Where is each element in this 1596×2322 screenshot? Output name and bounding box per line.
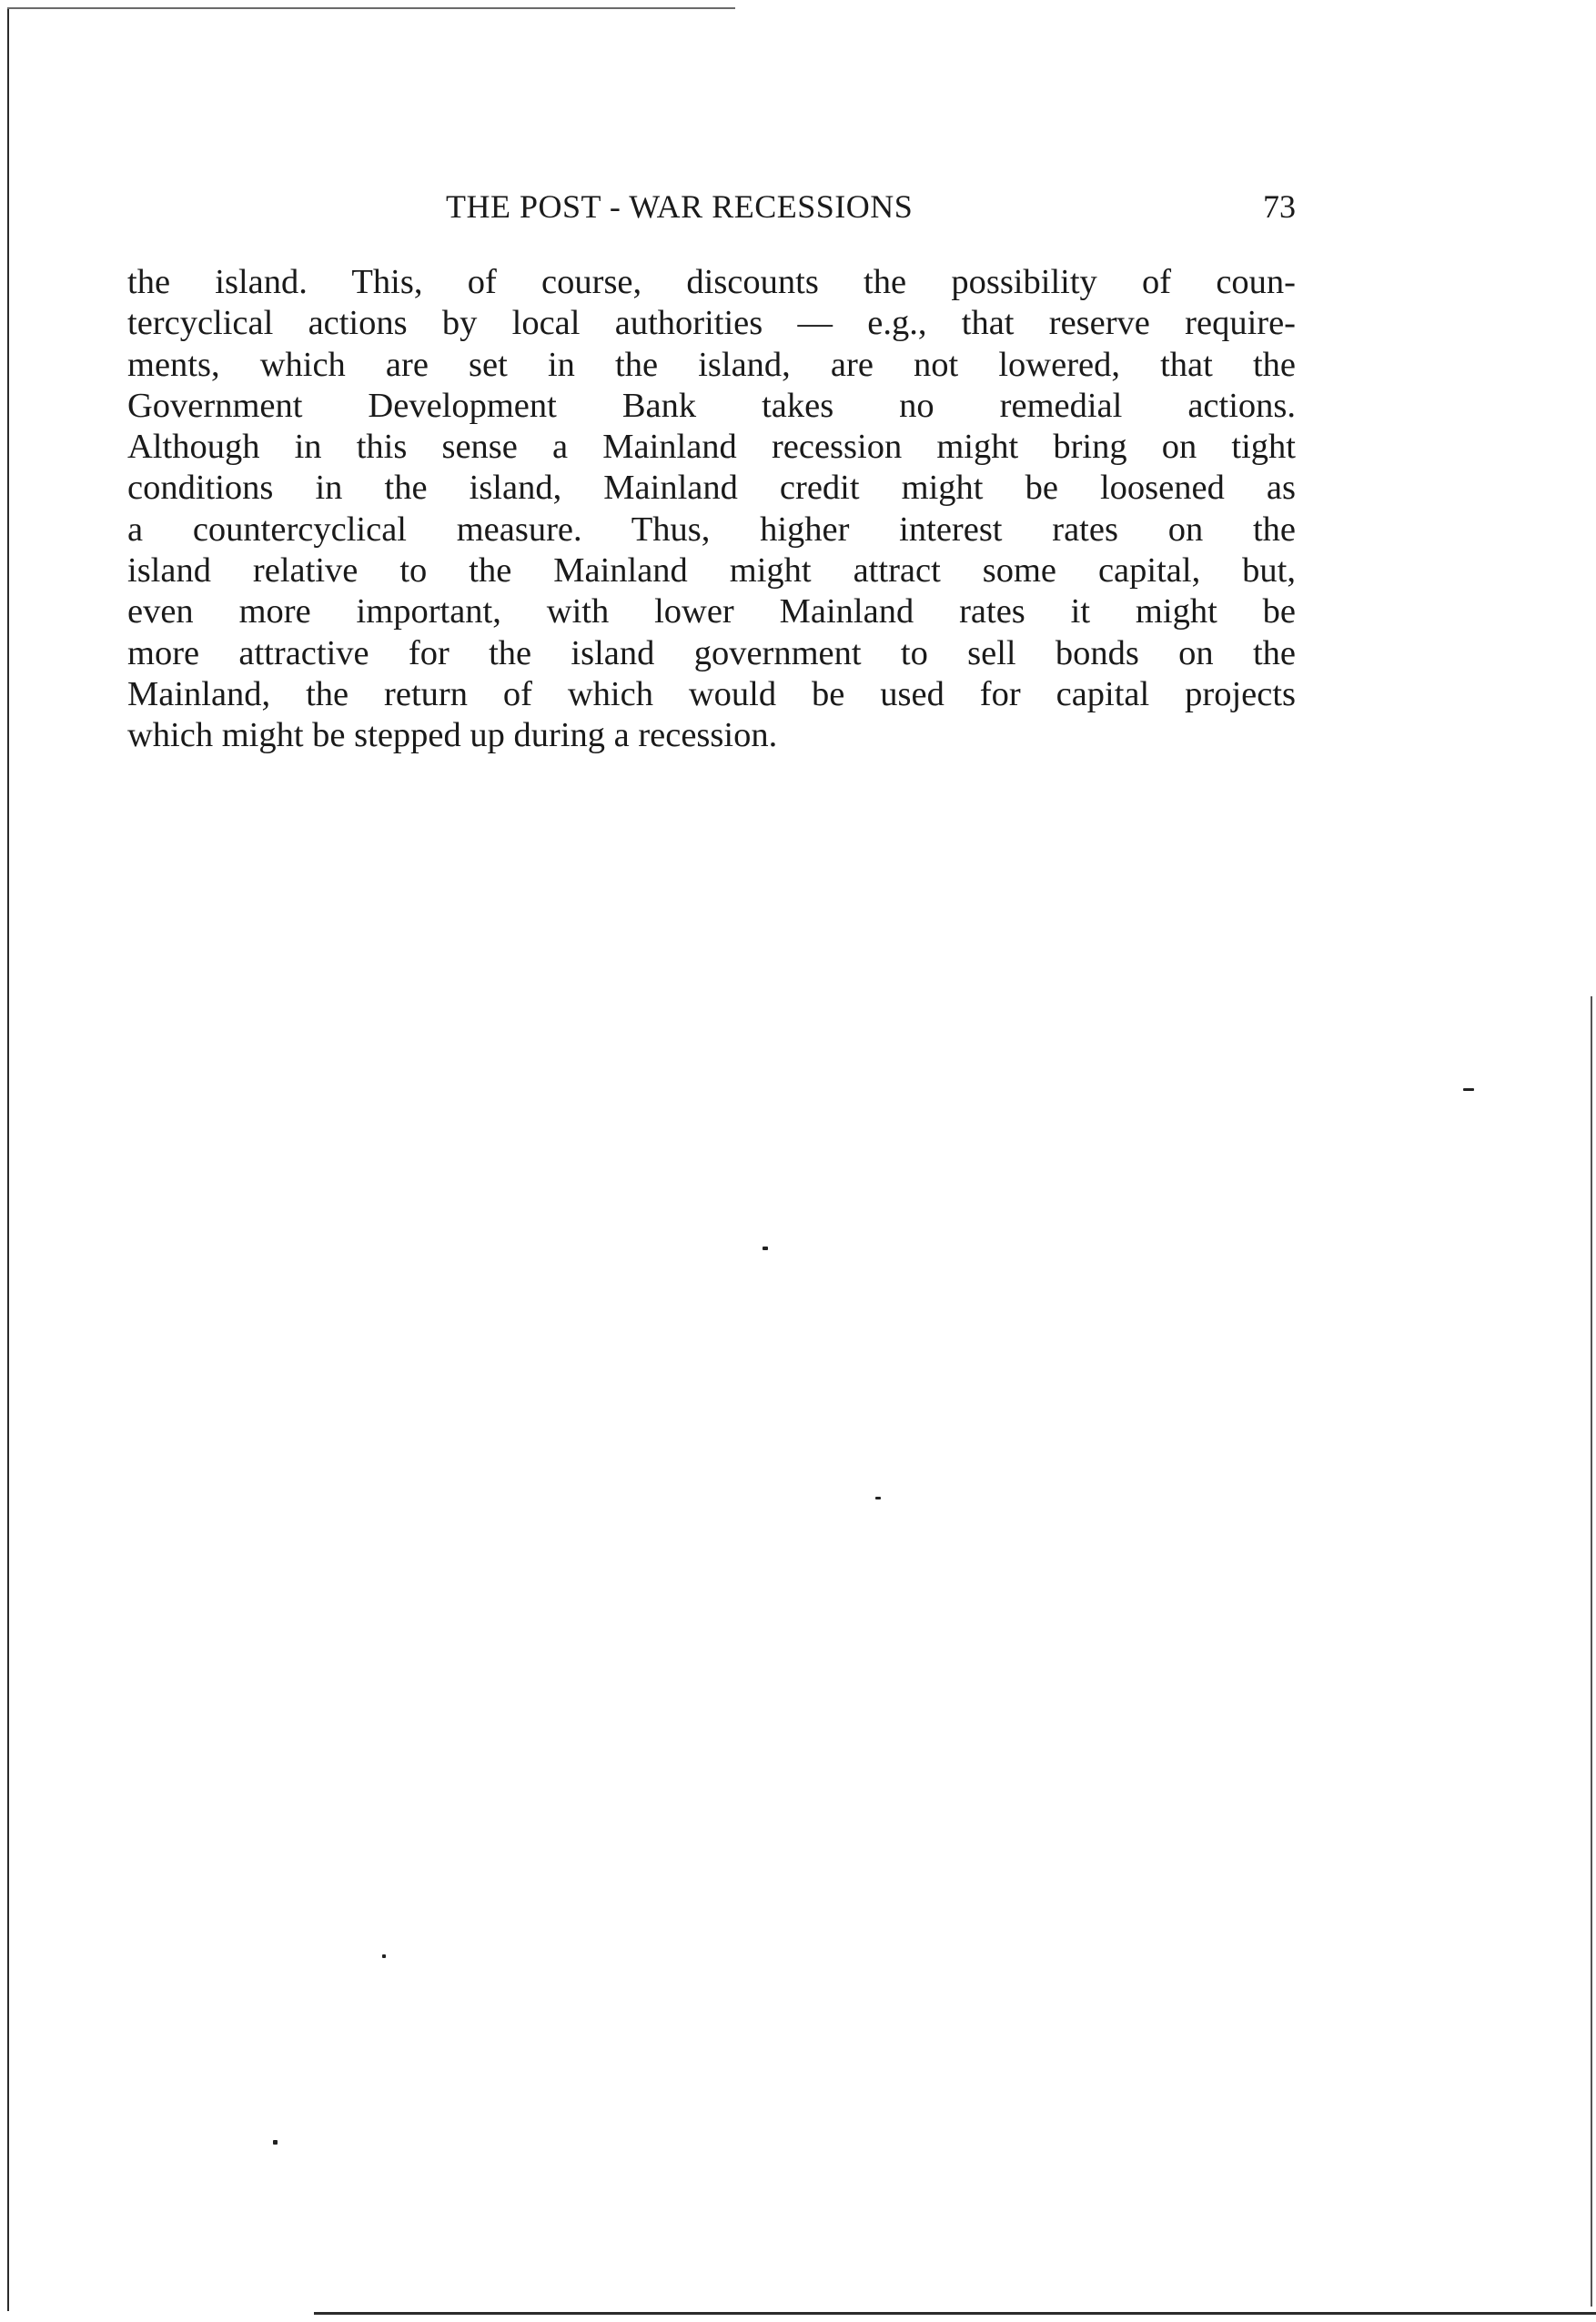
text-line: Government Development Bank takes no remedial actions. <box>127 386 1296 425</box>
running-title: THE POST - WAR RECESSIONS <box>446 188 914 225</box>
text-line: tercyclical actions by local authorities — e.g., that reserve require- <box>127 304 1296 343</box>
text-line: Mainland, the return of which would be used for capital projects <box>127 674 1296 713</box>
text-line: island relative to the Mainland might attract some capital, but, <box>127 551 1296 591</box>
body-paragraph <box>127 262 1296 757</box>
scan-frame-top <box>7 7 735 9</box>
text-line: which might be stepped up during a recession. <box>127 716 778 755</box>
scan-speck <box>763 1247 768 1250</box>
text-line: ments, which are set in the island, are not lowered, that the <box>127 345 1296 384</box>
scan-speck <box>273 2140 278 2145</box>
text-line: Although in this sense a Mainland recession might bring on tight <box>127 428 1296 467</box>
scan-frame-right <box>1591 996 1592 2307</box>
scan-speck <box>875 1497 881 1499</box>
scan-frame-left <box>7 9 9 2311</box>
scan-speck <box>1463 1088 1474 1091</box>
text-line: more attractive for the island government to sell bonds on the <box>127 633 1296 672</box>
scan-speck <box>382 1954 386 1958</box>
page-number: 73 <box>1263 188 1296 225</box>
text-line: even more important, with lower Mainland rates it might be <box>127 592 1296 631</box>
running-head <box>127 187 1296 231</box>
text-line: conditions in the island, Mainland credit might be loosened as <box>127 469 1296 508</box>
text-line: the island. This, of course, discounts the possibility of coun- <box>127 263 1296 301</box>
text-line: a countercyclical measure. Thus, higher interest rates on the <box>127 510 1296 549</box>
scan-frame-bottom <box>314 2312 1596 2315</box>
